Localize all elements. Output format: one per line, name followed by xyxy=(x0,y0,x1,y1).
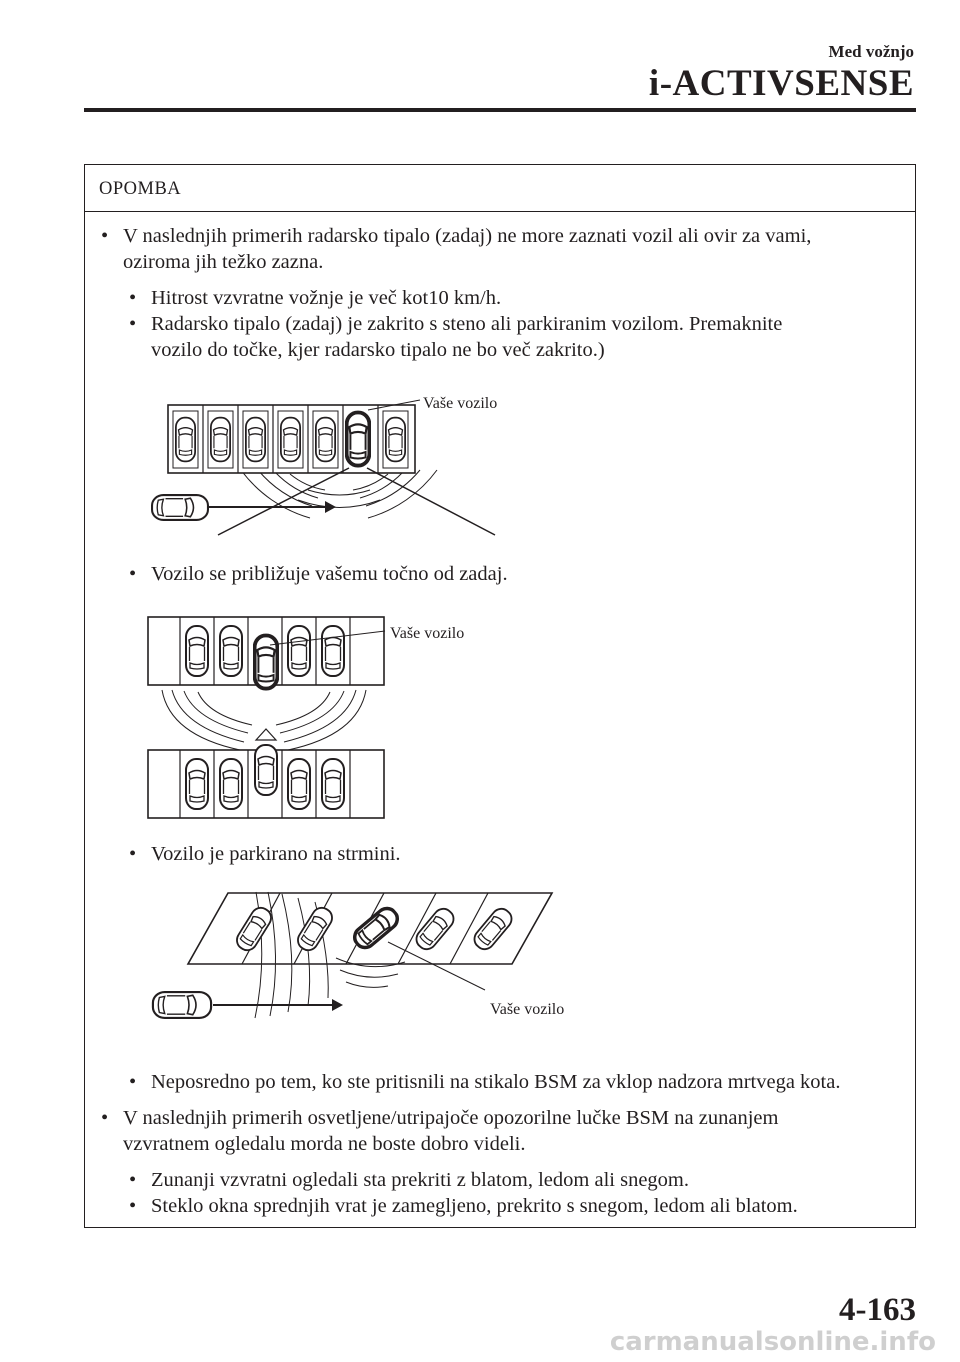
car-icon xyxy=(288,626,310,676)
sub-bullet-dot: • xyxy=(129,563,137,585)
chapter-title: i-ACTIVSENSE xyxy=(648,63,914,104)
sub-item-obstructed-line2: vozilo do točke, kjer radarsko tipalo ne bo več zakrito.) xyxy=(151,339,605,361)
car-icon xyxy=(288,759,310,809)
car-icon xyxy=(316,418,335,462)
car-icon xyxy=(211,418,230,462)
figure-angled-parking xyxy=(140,878,600,1028)
car-icon xyxy=(233,904,274,954)
car-icon xyxy=(281,418,300,462)
bullet-dot: • xyxy=(101,1107,109,1129)
car-icon xyxy=(176,418,195,462)
own-car-icon xyxy=(347,412,370,465)
bullet2-line1: V naslednjih primerih osvetljene/utripajoče opozorilne lučke BSM na zunanjem xyxy=(123,1107,779,1129)
car-icon xyxy=(246,418,265,462)
own-vehicle-label: Vaše vozilo xyxy=(490,1001,565,1018)
sub-item-slope: Vozilo je parkirano na strmini. xyxy=(151,843,401,865)
note-header xyxy=(85,165,915,212)
approaching-car-icon xyxy=(152,495,208,520)
arrow-right-icon xyxy=(332,999,343,1011)
sub-item-speed: Hitrost vzvratne vožnje je več kot10 km/h. xyxy=(151,287,502,309)
approaching-car-icon xyxy=(255,745,277,795)
arrow-up-icon xyxy=(256,729,276,740)
section-title: Med vožnjo xyxy=(828,42,914,61)
car-icon xyxy=(186,626,208,676)
car-icon xyxy=(322,759,344,809)
own-vehicle-label: Vaše vozilo xyxy=(423,395,498,412)
car-icon xyxy=(220,759,242,809)
car-icon xyxy=(322,626,344,676)
bullet2-line2: vzvratnem ogledalu morda ne boste dobro videli. xyxy=(123,1133,526,1155)
sub-bullet-dot: • xyxy=(129,1071,137,1093)
sub-bullet-dot: • xyxy=(129,313,137,335)
bullet1-line2: oziroma jih težko zazna. xyxy=(123,251,324,273)
sub-bullet-dot: • xyxy=(129,1169,137,1191)
figure-parking-row-obstructed xyxy=(140,380,560,545)
car-icon xyxy=(220,626,242,676)
sub-bullet-dot: • xyxy=(129,843,137,865)
sub-item-obstructed-line1: Radarsko tipalo (zadaj) je zakrito s steno ali parkiranim vozilom. Premaknite xyxy=(151,313,783,335)
figure-approach-from-behind xyxy=(140,605,500,825)
sub-item-bsm-switch: Neposredno po tem, ko ste pritisnili na stikalo BSM za vklop nadzora mrtvega kota. xyxy=(151,1071,841,1093)
sub-bullet-dot: • xyxy=(129,1195,137,1217)
sub-item-mirror-covered: Zunanji vzvratni ogledali sta prekriti z blatom, ledom ali snegom. xyxy=(151,1169,689,1191)
sub-item-window-fogged: Steklo okna sprednjih vrat je zamegljeno, prekrito s snegom, ledom ali blatom. xyxy=(151,1195,798,1217)
page-number: 4-163 xyxy=(839,1292,916,1328)
car-icon xyxy=(186,759,208,809)
arrow-right-icon xyxy=(325,501,336,513)
note-title: OPOMBA xyxy=(99,179,182,199)
own-vehicle-label: Vaše vozilo xyxy=(390,625,465,642)
bullet1-line1: V naslednjih primerih radarsko tipalo (zadaj) ne more zaznati vozil ali ovir za vami, xyxy=(123,225,812,247)
sub-bullet-dot: • xyxy=(129,287,137,309)
bullet-dot: • xyxy=(101,225,109,247)
car-icon xyxy=(386,418,405,462)
watermark: carmanualsonline.info xyxy=(609,1327,936,1357)
car-icon xyxy=(413,905,458,953)
approaching-car-icon xyxy=(153,992,211,1018)
header-rule xyxy=(84,108,916,112)
car-icon xyxy=(294,904,335,954)
sub-item-approach-behind: Vozilo se približuje vašemu točno od zadaj. xyxy=(151,563,508,585)
own-car-icon xyxy=(255,635,278,688)
